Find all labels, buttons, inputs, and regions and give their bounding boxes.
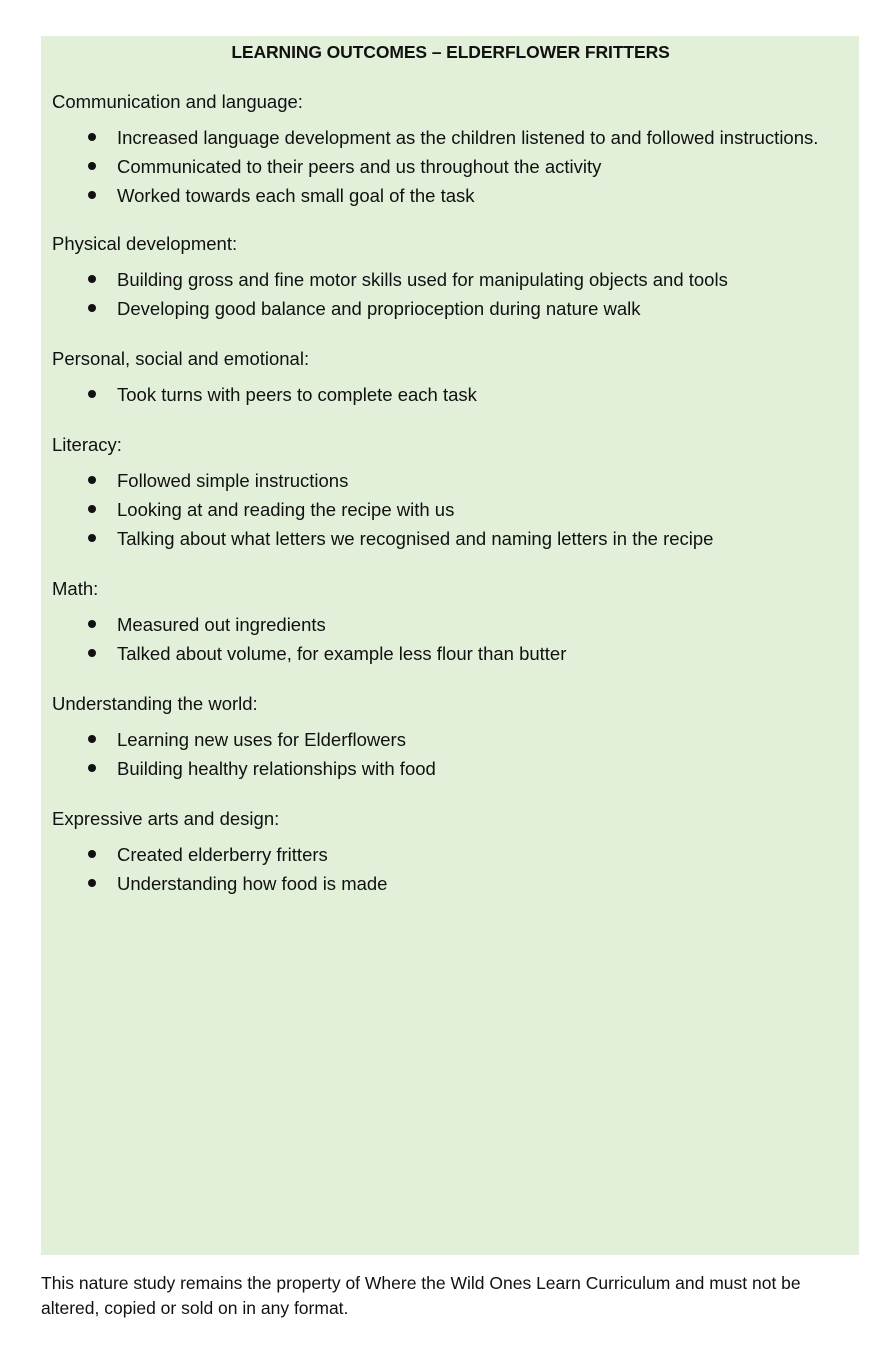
bullet-icon <box>88 534 96 542</box>
list-item-text: Understanding how food is made <box>117 873 388 894</box>
section-heading: Expressive arts and design: <box>52 808 280 829</box>
list-item <box>52 294 849 323</box>
bullet-icon <box>88 649 96 657</box>
list-item-text: Looking at and reading the recipe with us <box>117 499 455 520</box>
list-item-text: Talked about volume, for example less flour than butter <box>117 643 567 664</box>
bullet-icon <box>88 879 96 887</box>
list-item-text: Worked towards each small goal of the task <box>117 185 475 206</box>
list-item <box>52 265 849 294</box>
outcome-section <box>52 577 849 668</box>
list-item <box>52 181 849 210</box>
list-item <box>52 610 849 639</box>
list-item <box>52 380 849 409</box>
outcome-list <box>52 466 849 553</box>
outcome-section <box>52 90 849 210</box>
outcome-list <box>52 265 849 323</box>
list-item <box>52 495 849 524</box>
section-heading: Physical development: <box>52 233 238 254</box>
bullet-icon <box>88 764 96 772</box>
outcome-list <box>52 725 849 783</box>
list-item-text: Talking about what letters we recognised and naming letters in the recipe <box>117 528 714 549</box>
bullet-icon <box>88 735 96 743</box>
outcome-section <box>52 347 849 409</box>
list-item-text: Increased language development as the children listened to and followed instructions. <box>117 127 819 148</box>
list-item <box>52 725 849 754</box>
list-item <box>52 639 849 668</box>
list-item-text: Measured out ingredients <box>117 614 326 635</box>
list-item-text: Created elderberry fritters <box>117 844 328 865</box>
list-item-text: Building gross and fine motor skills used for manipulating objects and tools <box>117 269 728 290</box>
outcome-section <box>52 232 849 323</box>
bullet-icon <box>88 390 96 398</box>
copyright-notice: This nature study remains the property of Where the Wild Ones Learn Curriculum and must not be altered, copied or sold on in any format. <box>41 1273 801 1318</box>
section-heading: Personal, social and emotional: <box>52 348 310 369</box>
list-item <box>52 123 849 152</box>
list-item-text: Communicated to their peers and us throughout the activity <box>117 156 602 177</box>
page-title: LEARNING OUTCOMES – ELDERFLOWER FRITTERS <box>231 42 670 62</box>
learning-outcomes-panel <box>41 36 859 1255</box>
list-item <box>52 754 849 783</box>
outcome-section <box>52 692 849 783</box>
section-heading: Understanding the world: <box>52 693 258 714</box>
bullet-icon <box>88 275 96 283</box>
outcome-section <box>52 807 849 898</box>
bullet-icon <box>88 620 96 628</box>
bullet-icon <box>88 162 96 170</box>
list-item <box>52 152 849 181</box>
bullet-icon <box>88 304 96 312</box>
bullet-icon <box>88 476 96 484</box>
outcome-list <box>52 380 849 409</box>
list-item <box>52 524 849 553</box>
section-heading: Literacy: <box>52 434 122 455</box>
bullet-icon <box>88 191 96 199</box>
list-item-text: Followed simple instructions <box>117 470 349 491</box>
section-heading: Math: <box>52 578 99 599</box>
list-item <box>52 466 849 495</box>
list-item-text: Building healthy relationships with food <box>117 758 436 779</box>
sections-container <box>52 90 849 898</box>
bullet-icon <box>88 850 96 858</box>
bullet-icon <box>88 505 96 513</box>
bullet-icon <box>88 133 96 141</box>
list-item <box>52 840 849 869</box>
outcome-list <box>52 123 849 210</box>
outcome-list <box>52 610 849 668</box>
list-item-text: Developing good balance and proprioception during nature walk <box>117 298 641 319</box>
section-heading: Communication and language: <box>52 91 303 112</box>
list-item-text: Took turns with peers to complete each task <box>117 384 477 405</box>
outcome-section <box>52 433 849 553</box>
outcome-list <box>52 840 849 898</box>
list-item-text: Learning new uses for Elderflowers <box>117 729 406 750</box>
list-item <box>52 869 849 898</box>
